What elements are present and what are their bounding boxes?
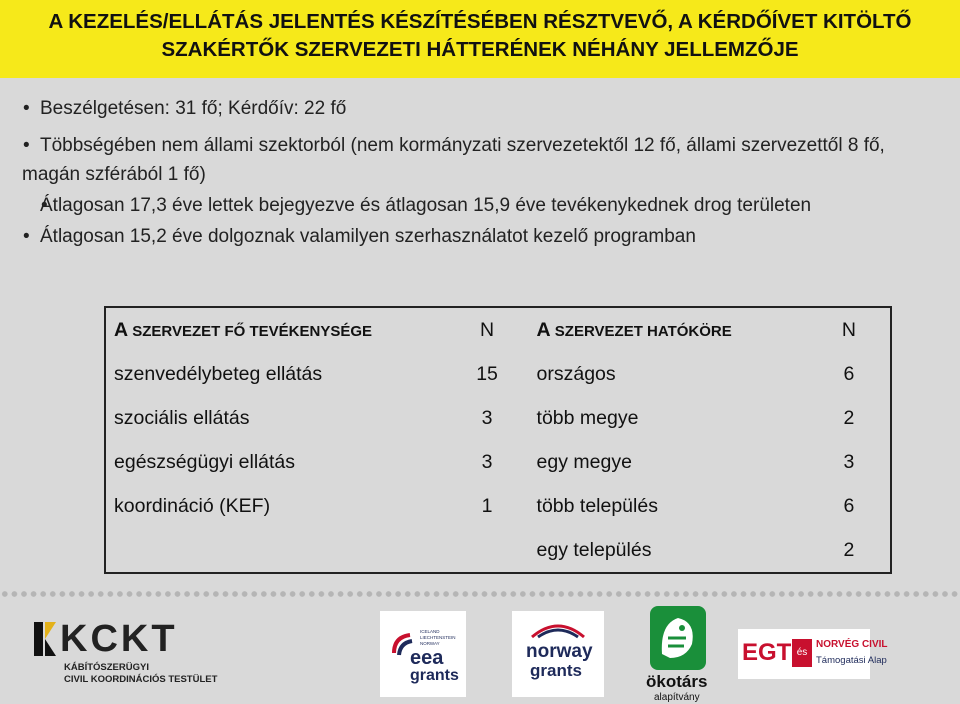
- table-row: [105, 352, 891, 396]
- header-scope: A SZERVEZET HATÓKÖRE: [536, 318, 732, 341]
- norveg-civil-sub: Támogatási Alap: [816, 655, 887, 666]
- cell-n2: 6: [843, 494, 855, 517]
- norway-grants-word: grants: [530, 661, 582, 680]
- cell-n1: 1: [481, 494, 493, 517]
- cell-n2: 2: [843, 538, 855, 561]
- egt-es-badge: és: [792, 639, 812, 667]
- okotars-bird-icon: [646, 604, 710, 670]
- eea-grants-logo: [380, 611, 466, 697]
- page-title: [0, 8, 960, 64]
- norway-arc-icon: [528, 621, 588, 639]
- title-line-2: SZAKÉRTŐK SZERVEZETI HÁTTERÉNEK NÉHÁNY JELLEMZŐJE: [161, 38, 799, 61]
- egt-norveg-civil-logo: [738, 629, 888, 679]
- cell-scope: egy település: [536, 538, 652, 561]
- eea-small-3: NORWAY: [420, 641, 440, 646]
- cell-activity: szenvedélybeteg ellátás: [114, 362, 323, 385]
- table-row: [105, 528, 891, 573]
- cell-activity: koordináció (KEF): [114, 494, 271, 517]
- bullet-item: • Többségében nem állami szektorból (nem kormányzati szervezetektől 12 fő, állami szervezettől 8 fő, magán szférából 1 fő): [22, 131, 938, 189]
- header-n-2: N: [841, 318, 856, 341]
- header-main-activity: A SZERVEZET FŐ TEVÉKENYSÉGE: [114, 318, 373, 341]
- kckt-wordmark: KCKT: [60, 618, 178, 660]
- cell-activity: egészségügyi ellátás: [114, 450, 296, 473]
- eea-small-2: LIECHTENSTEIN: [420, 635, 456, 640]
- cell-n2: 6: [843, 362, 855, 385]
- dotted-divider: [0, 591, 960, 597]
- table-header-row: [105, 307, 891, 352]
- eea-small-1: ICELAND: [420, 629, 440, 634]
- bullet-item: • Átlagosan 15,2 éve dolgoznak valamilyen szerhasználatot kezelő programban: [22, 222, 938, 251]
- cell-n1: 3: [481, 450, 493, 473]
- cell-n2: 3: [843, 450, 855, 473]
- kckt-sub-line-1: KÁBÍTÓSZERÜGYI: [64, 662, 149, 673]
- cell-activity: [105, 528, 446, 573]
- bullet-item: • Beszélgetésen: 31 fő; Kérdőív: 22 fő: [22, 94, 938, 123]
- organization-table: [104, 306, 892, 574]
- cell-n1: [446, 528, 529, 573]
- bullet-list: [22, 94, 938, 259]
- table-row: [105, 440, 891, 484]
- norway-grants-logo: [512, 611, 604, 697]
- okotars-wordmark: ökotárs: [646, 672, 708, 691]
- cell-scope: egy megye: [536, 450, 632, 473]
- eea-wordmark: eea: [410, 647, 444, 669]
- cell-scope: több település: [536, 494, 658, 517]
- cell-scope: több megye: [536, 406, 639, 429]
- norveg-civil-title: NORVÉG CIVIL: [816, 639, 888, 650]
- table-row: [105, 396, 891, 440]
- cell-n1: 3: [481, 406, 493, 429]
- title-line-1: A KEZELÉS/ELLÁTÁS JELENTÉS KÉSZÍTÉSÉBEN RÉSZTVEVŐ, A KÉRDŐÍVET KITÖLTŐ: [48, 10, 912, 33]
- table-row: [105, 484, 891, 528]
- kckt-sub-line-2: CIVIL KOORDINÁCIÓS TESTÜLET: [64, 674, 218, 685]
- eea-grants-word: grants: [410, 667, 459, 684]
- egt-wordmark: EGT: [742, 639, 792, 666]
- header-n-1: N: [480, 318, 495, 341]
- norway-wordmark: norway: [526, 641, 593, 662]
- okotars-logo: [646, 604, 712, 704]
- kckt-logo: [34, 618, 224, 688]
- okotars-sub: alapítvány: [654, 692, 700, 703]
- cell-n1: 15: [476, 362, 498, 385]
- cell-activity: szociális ellátás: [114, 406, 250, 429]
- cell-n2: 2: [843, 406, 855, 429]
- bullet-item: • Átlagosan 17,3 éve lettek bejegyezve és átlagosan 15,9 éve tevékenykednek drog területen: [22, 191, 938, 220]
- cell-scope: országos: [536, 362, 616, 385]
